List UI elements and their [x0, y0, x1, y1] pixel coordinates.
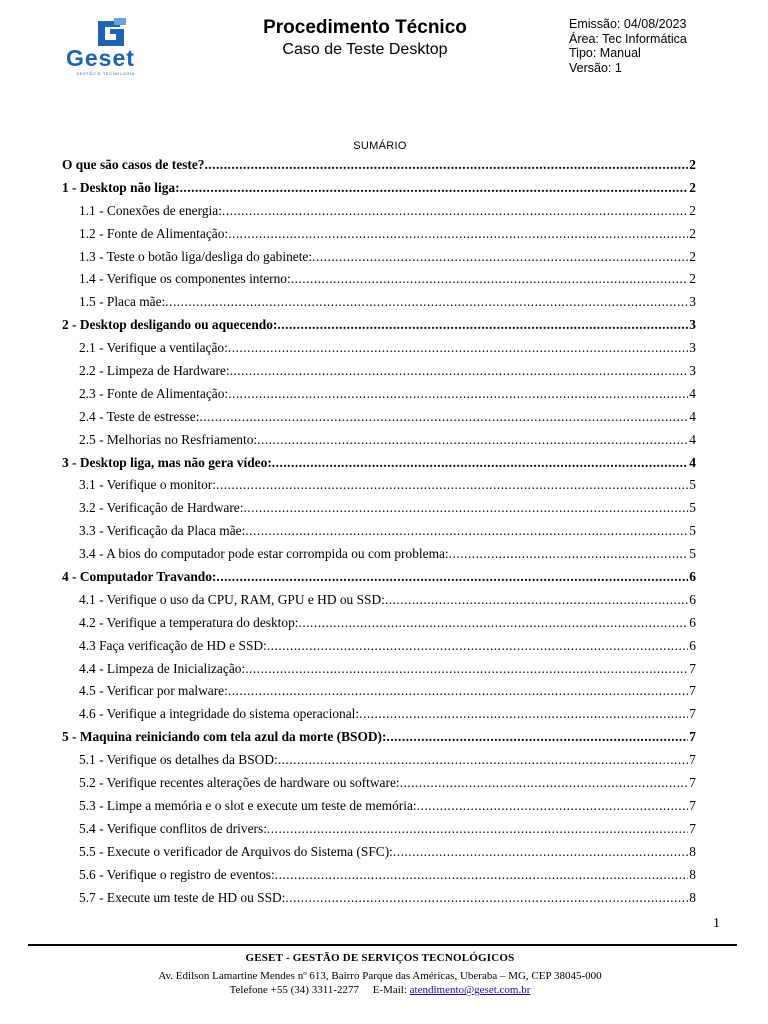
toc-leader-dots: [386, 726, 688, 749]
toc-entry-page: 6: [689, 614, 696, 630]
toc-entry-title: 5.3 - Limpe a memória e o slot e execute um teste de memória:: [79, 797, 417, 813]
toc-subsection-entry[interactable]: [62, 291, 696, 314]
toc-entry-page: 4: [689, 385, 696, 401]
meta-tipo: Tipo: Manual: [569, 46, 641, 60]
toc-entry-page: 6: [689, 637, 696, 653]
toc-leader-dots: [228, 680, 688, 703]
toc-entry-page: 6: [689, 591, 696, 607]
toc-leader-dots: [312, 246, 688, 269]
toc-entry-title: 1.4 - Verifique os componentes interno:: [79, 271, 291, 287]
toc-leader-dots: [291, 268, 689, 291]
toc-subsection-entry[interactable]: [62, 268, 696, 291]
toc-entry-page: 5: [689, 500, 696, 516]
toc-entry-title: 1.2 - Fonte de Alimentação:: [79, 225, 229, 241]
toc-subsection-entry[interactable]: [62, 360, 696, 383]
toc-entry-page: 8: [689, 843, 696, 859]
toc-leader-dots: [228, 337, 688, 360]
toc-subsection-entry[interactable]: [62, 497, 696, 520]
toc-subsection-entry[interactable]: [62, 383, 696, 406]
toc-entry-title: 4.3 Faça verificação de HD e SSD:: [79, 637, 267, 653]
toc-subsection-entry[interactable]: [62, 200, 696, 223]
geset-logo-icon: [94, 18, 128, 48]
toc-entry-title: 5.1 - Verifique os detalhes da BSOD:: [79, 752, 278, 768]
meta-area: Área: Tec Informática: [569, 31, 687, 46]
footer-contact: [0, 984, 760, 996]
toc-entry-page: 2: [689, 179, 696, 195]
toc-entry-page: 7: [689, 797, 696, 813]
footer-company-name: GESET - GESTÃO DE SERVIÇOS TECNOLÓGICOS: [245, 952, 515, 964]
toc-entry-title: 2 - Desktop desligando ou aquecendo:: [62, 317, 278, 333]
toc-entry-title: 5.6 - Verifique o registro de eventos:: [79, 866, 275, 882]
toc-subsection-entry[interactable]: [62, 658, 696, 681]
page-number: 1: [713, 916, 720, 931]
toc-entry-page: 7: [689, 729, 696, 745]
toc-entry-title: 3.2 - Verificação de Hardware:: [79, 500, 244, 516]
toc-entry-page: 6: [689, 569, 696, 585]
toc-entry-page: 3: [689, 294, 696, 310]
toc-leader-dots: [230, 360, 689, 383]
toc-entry-page: 2: [689, 202, 696, 218]
toc-subsection-entry[interactable]: [62, 795, 696, 818]
toc-entry-page: 7: [689, 752, 696, 768]
toc-leader-dots: [393, 841, 688, 864]
toc-leader-dots: [449, 543, 689, 566]
toc-leader-dots: [272, 452, 689, 475]
toc-entry-page: 2: [689, 225, 696, 241]
toc-entry-page: 4: [689, 431, 696, 447]
toc-entry-title: 5.2 - Verifique recentes alterações de hardware ou software:: [79, 775, 400, 791]
toc-subsection-entry[interactable]: [62, 635, 696, 658]
toc-entry-title: 5 - Maquina reiniciando com tela azul da morte (BSOD):: [62, 729, 387, 745]
footer-divider: [28, 944, 737, 946]
toc-entry-page: 7: [689, 820, 696, 836]
toc-subsection-entry[interactable]: [62, 520, 696, 543]
toc-section-entry[interactable]: [62, 314, 696, 337]
toc-entry-page: 2: [689, 271, 696, 287]
table-of-contents: [62, 154, 696, 909]
toc-subsection-entry[interactable]: [62, 429, 696, 452]
toc-entry-title: 4.4 - Limpeza de Inicialização:: [79, 660, 246, 676]
toc-subsection-entry[interactable]: [62, 864, 696, 887]
toc-section-entry[interactable]: [62, 726, 696, 749]
footer-phone: Telefone +55 (34) 3311-2277: [229, 984, 359, 996]
toc-leader-dots: [245, 658, 688, 681]
meta-versao: Versão: 1: [569, 60, 622, 75]
toc-leader-dots: [243, 497, 688, 520]
toc-entry-title: 1.5 - Placa mãe:: [79, 294, 166, 310]
toc-leader-dots: [204, 154, 688, 177]
toc-leader-dots: [216, 566, 688, 589]
toc-entry-page: 2: [689, 248, 696, 264]
toc-leader-dots: [417, 795, 689, 818]
toc-subsection-entry[interactable]: [62, 612, 696, 635]
toc-entry-title: 3.4 - A bios do computador pode estar corrompida ou com problema:: [79, 546, 449, 562]
toc-entry-page: 3: [689, 317, 696, 333]
toc-leader-dots: [299, 612, 689, 635]
document-meta: [569, 17, 687, 75]
toc-subsection-entry[interactable]: [62, 887, 696, 910]
toc-entry-title: 4.6 - Verifique a integridade do sistema operacional:: [79, 706, 360, 722]
toc-entry-title: 4 - Computador Travando:: [62, 569, 217, 585]
toc-entry-title: 1 - Desktop não liga:: [62, 179, 180, 195]
toc-subsection-entry[interactable]: [62, 749, 696, 772]
toc-section-entry[interactable]: [62, 452, 696, 475]
toc-leader-dots: [222, 200, 688, 223]
toc-leader-dots: [267, 818, 688, 841]
toc-subsection-entry[interactable]: [62, 703, 696, 726]
toc-section-entry[interactable]: [62, 566, 696, 589]
toc-subsection-entry[interactable]: [62, 818, 696, 841]
toc-subsection-entry[interactable]: [62, 543, 696, 566]
toc-leader-dots: [267, 635, 689, 658]
toc-subsection-entry[interactable]: [62, 223, 696, 246]
company-logo: [66, 18, 158, 78]
toc-entry-title: 4.1 - Verifique o uso da CPU, RAM, GPU e HD ou SSD:: [79, 591, 385, 607]
toc-leader-dots: [257, 429, 688, 452]
toc-entry-page: 3: [689, 363, 696, 379]
toc-entry-title: O que são casos de teste?: [62, 157, 205, 172]
toc-leader-dots: [165, 291, 688, 314]
toc-entry-page: 2: [689, 157, 696, 172]
toc-leader-dots: [228, 383, 688, 406]
toc-entry-page: 4: [689, 454, 696, 470]
toc-section-entry[interactable]: [62, 177, 696, 200]
toc-entry-title: 1.1 - Conexões de energia:: [79, 202, 222, 218]
toc-entry-title: 5.5 - Execute o verificador de Arquivos do Sistema (SFC):: [79, 843, 393, 859]
toc-subsection-entry[interactable]: [62, 337, 696, 360]
toc-subsection-entry[interactable]: [62, 246, 696, 269]
toc-entry-page: 5: [689, 523, 696, 539]
toc-entry-page: 8: [689, 889, 696, 905]
footer-email-link[interactable]: atendimento@geset.com.br: [409, 984, 531, 996]
toc-entry-title: 2.3 - Fonte de Alimentação:: [79, 385, 229, 401]
logo-wordmark: Geset: [66, 45, 135, 71]
document-subtitle: Caso de Teste Desktop: [282, 41, 448, 58]
toc-entry-title: 5.7 - Execute um teste de HD ou SSD:: [79, 889, 286, 905]
toc-entry-page: 7: [689, 775, 696, 791]
meta-emissao: Emissão: 04/08/2023: [569, 17, 687, 31]
toc-entry-page: 3: [689, 340, 696, 356]
toc-entry-title: 2.4 - Teste de estresse:: [79, 408, 200, 424]
logo-tagline: GESTÃO E TECNOLOGIA: [76, 71, 136, 76]
document-title: Procedimento Técnico: [263, 17, 467, 38]
toc-entry-title: 3.3 - Verificação da Placa mãe:: [79, 523, 246, 539]
toc-entry-title: 3.1 - Verifique o monitor:: [79, 477, 216, 493]
toc-leader-dots: [180, 177, 689, 200]
toc-leader-dots: [216, 474, 688, 497]
toc-entry-page: 7: [689, 706, 696, 722]
toc-entry-title: 5.4 - Verifique conflitos de drivers:: [79, 820, 267, 836]
toc-subsection-entry[interactable]: [62, 772, 696, 795]
footer-email-label: E-Mail:: [372, 984, 407, 996]
toc-leader-dots: [245, 520, 688, 543]
toc-leader-dots: [228, 223, 688, 246]
toc-entry-page: 5: [689, 546, 696, 562]
toc-leader-dots: [285, 887, 688, 910]
toc-entry-page: 7: [689, 660, 696, 676]
toc-entry-page: 4: [689, 408, 696, 424]
toc-subsection-entry[interactable]: [62, 680, 696, 703]
toc-subsection-entry[interactable]: [62, 841, 696, 864]
toc-leader-dots: [278, 749, 689, 772]
toc-subsection-entry[interactable]: [62, 474, 696, 497]
toc-entry-title: 3 - Desktop liga, mas não gera vídeo:: [62, 454, 272, 470]
toc-heading: SUMÁRIO: [353, 140, 407, 152]
toc-subsection-entry[interactable]: [62, 589, 696, 612]
toc-entry-page: 7: [689, 683, 696, 699]
toc-leader-dots: [275, 864, 689, 887]
toc-entry-title: 4.5 - Verificar por malware:: [79, 683, 228, 699]
toc-leader-dots: [400, 772, 689, 795]
toc-leader-dots: [359, 703, 688, 726]
toc-leader-dots: [385, 589, 688, 612]
toc-entry-page: 5: [689, 477, 696, 493]
toc-leader-dots: [277, 314, 688, 337]
toc-entry-title: 4.2 - Verifique a temperatura do desktop:: [79, 614, 299, 630]
toc-entry-title: 2.2 - Limpeza de Hardware:: [79, 363, 230, 379]
toc-leader-dots: [199, 406, 688, 429]
toc-subsection-entry[interactable]: [62, 406, 696, 429]
toc-entry-title: 1.3 - Teste o botão liga/desliga do gabinete:: [79, 248, 313, 264]
footer-address: Av. Edilson Lamartine Mendes nº 613, Bairro Parque das Américas, Uberaba – MG, CEP 38045-000: [158, 970, 602, 982]
toc-entry-title: 2.1 - Verifique a ventilação:: [79, 340, 228, 356]
toc-entry-page: 8: [689, 866, 696, 882]
toc-section-entry[interactable]: [62, 154, 696, 177]
toc-entry-title: 2.5 - Melhorias no Resfriamento:: [79, 431, 258, 447]
